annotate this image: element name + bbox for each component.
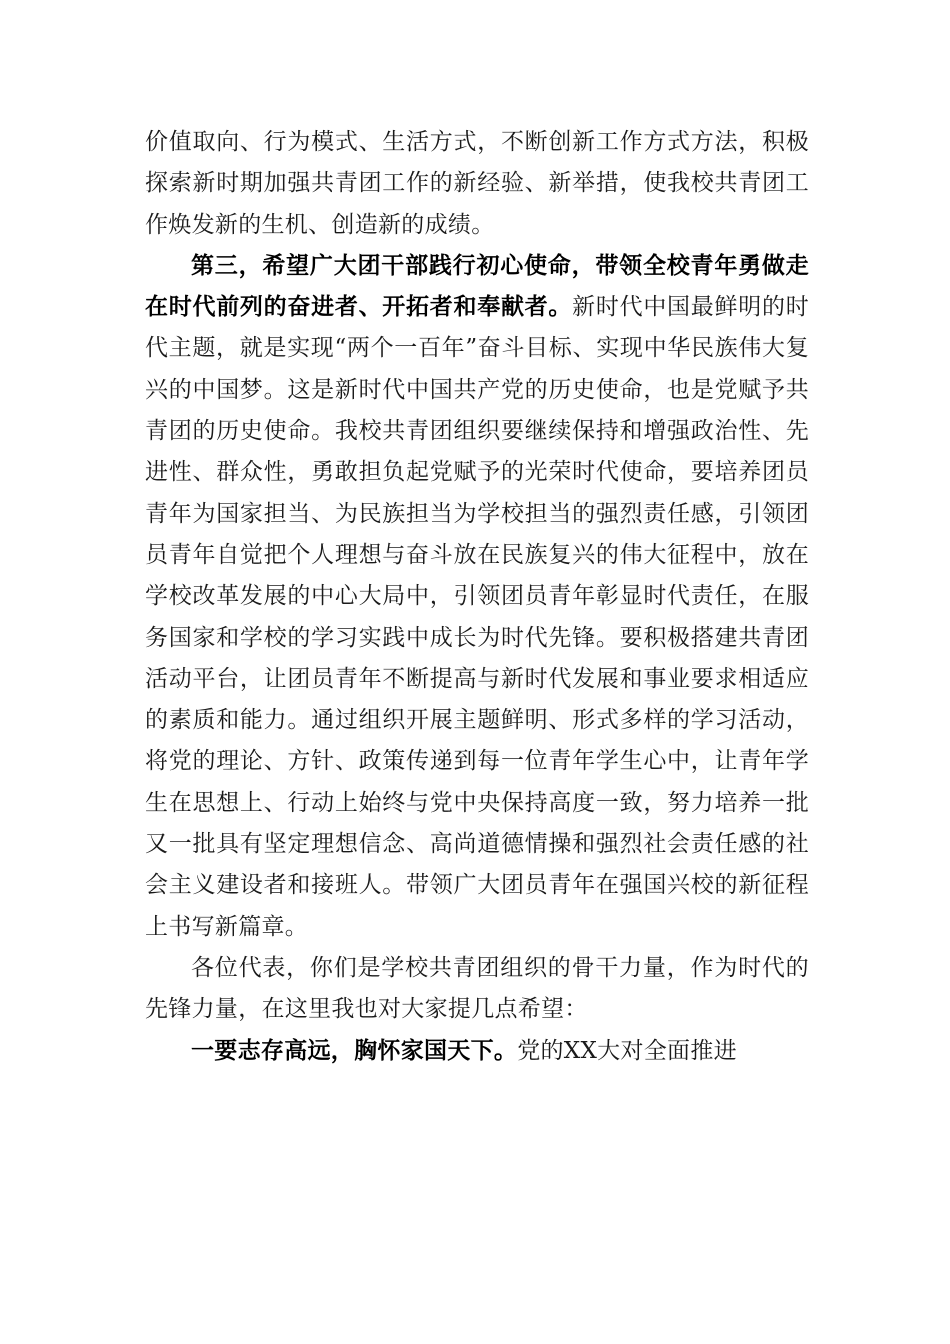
paragraph-text: 各位代表，你们是学校共青团组织的骨干力量，作为时代的先锋力量，在这里我也对大家提几点希望： — [145, 954, 809, 1023]
paragraph-address — [145, 948, 809, 1031]
paragraph-text: 新时代中国最鲜明的时代主题，就是实现“两个一百年”奋斗目标、实现中华民族伟大复兴的中国梦。这是新时代中国共产党的历史使命，也是党赋予共青团的历史使命。我校共青团组织要继续保持和增强政治性、先进性、群众性，勇敢担负起党赋予的光荣时代使命，要培养团员青年为国家担当、为民族担当为学校担当的强烈责任感，引领团员青年自觉把个人理想与奋斗放在民族复兴的伟大征程中，放在学校改革发展的中心大局中，引领团员青年彰显时代责任，在服务国家和学校的学习实践中成长为时代先锋。要积极搭建共青团活动平台，让团员青年不断提高与新时代发展和事业要求相适应的素质和能力。通过组织开展主题鲜明、形式多样的学习活动，将党的理论、方针、政策传递到每一位青年学生心中，让青年学生在思想上、行动上始终与党中央保持高度一致，努力培养一批又一批具有坚定理想信念、高尚道德情操和强烈社会责任感的社会主义建设者和接班人。带领广大团员青年在强国兴校的新征程上书写新篇章。 — [145, 294, 810, 940]
paragraph-continuation — [145, 122, 809, 246]
paragraph-text: 价值取向、行为模式、生活方式，不断创新工作方式方法，积极探索新时期加强共青团工作的新经验、新举措，使我校共青团工作焕发新的生机、创造新的成绩。 — [145, 129, 809, 238]
paragraph-third-point — [145, 246, 809, 948]
paragraph-heading-bold: 第三，希望广大团干部践行初心使命，带领全校青年勇做走在时代前列的奋进者、开拓者和奉献者。 — [145, 252, 809, 321]
paragraph-heading-bold: 一要志存高远，胸怀家国天下。 — [191, 1037, 518, 1064]
paragraph-text: 党的XX大对全面推进 — [517, 1037, 737, 1064]
paragraph-first-hope — [145, 1031, 809, 1072]
document-page — [145, 122, 809, 1072]
